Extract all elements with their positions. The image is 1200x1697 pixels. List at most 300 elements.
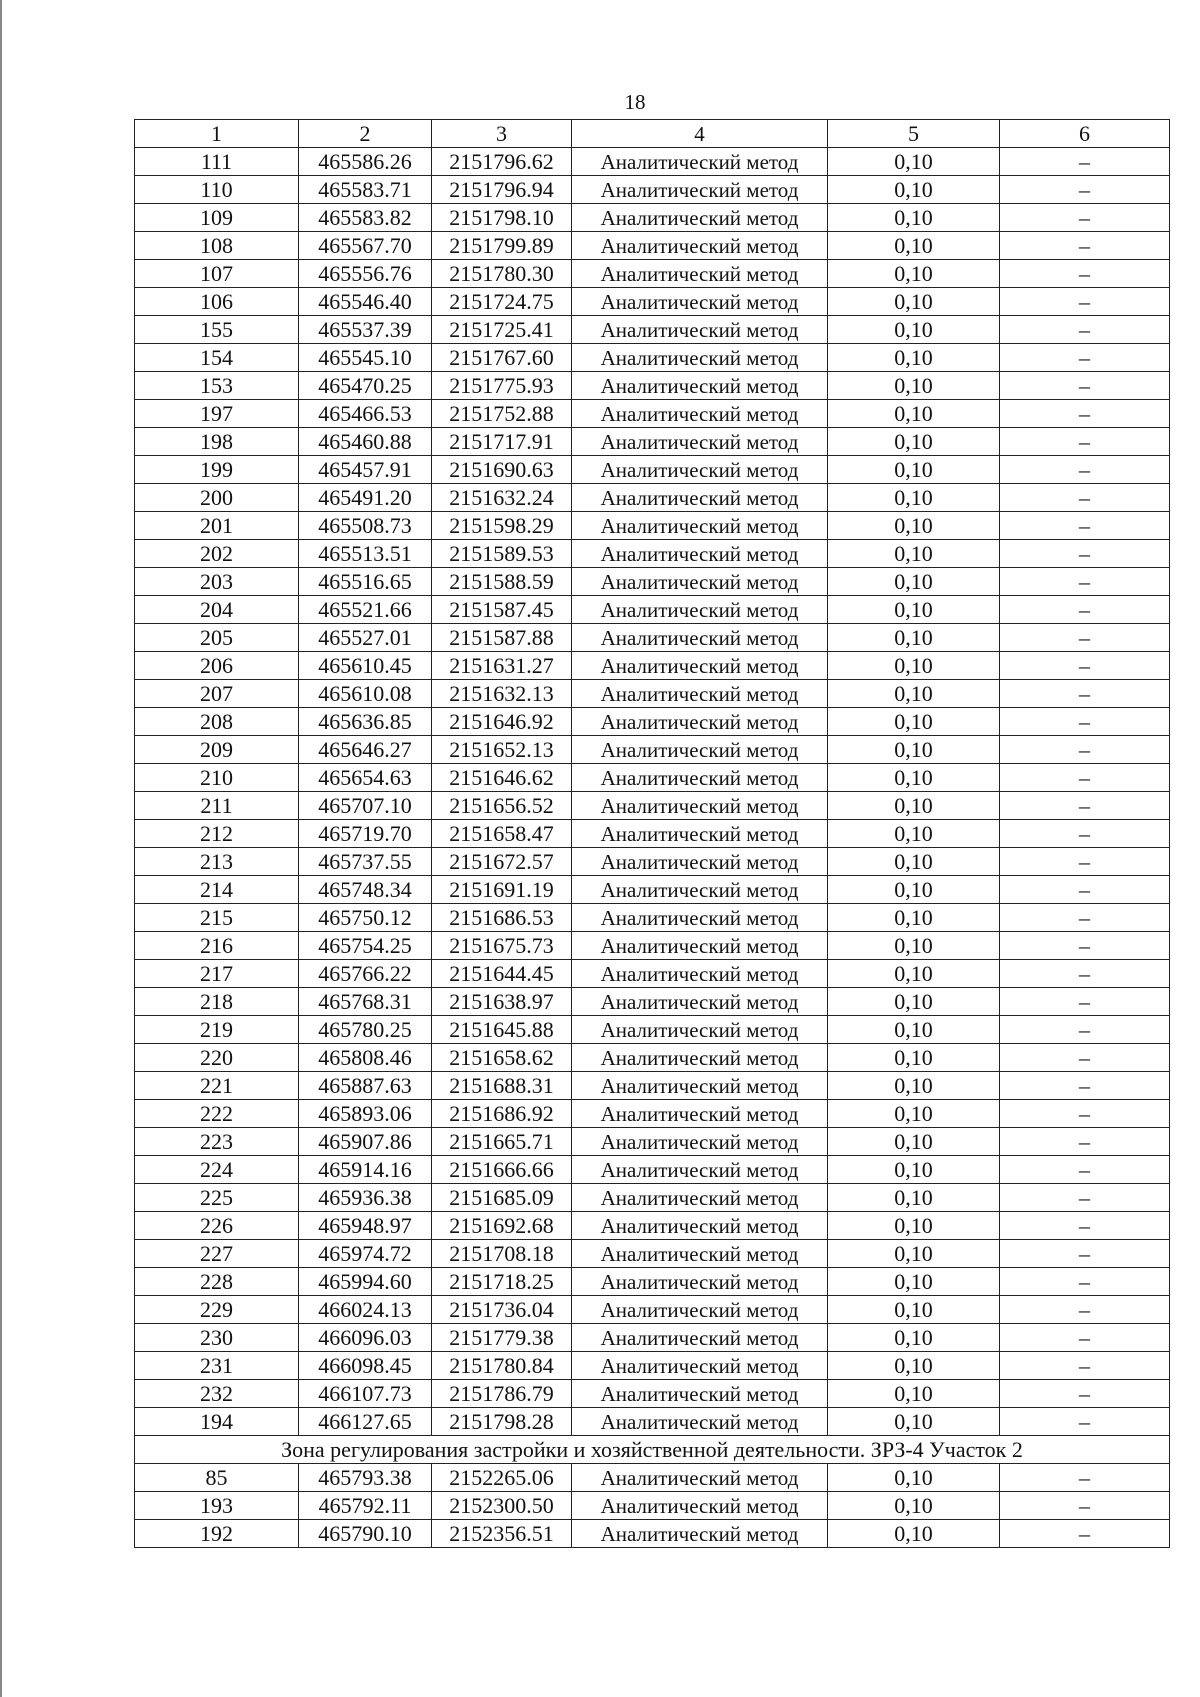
note-cell: –	[1000, 148, 1170, 176]
note-cell: –	[1000, 1072, 1170, 1100]
method-cell: Аналитический метод	[572, 1492, 828, 1520]
accuracy-cell: 0,10	[828, 1296, 1000, 1324]
accuracy-cell: 0,10	[828, 1352, 1000, 1380]
accuracy-cell: 0,10	[828, 260, 1000, 288]
accuracy-cell: 0,10	[828, 792, 1000, 820]
y-coordinate-cell: 2151645.88	[432, 1016, 572, 1044]
method-cell: Аналитический метод	[572, 1296, 828, 1324]
point-number-cell: 215	[135, 904, 299, 932]
table-row	[135, 1128, 1170, 1156]
section-title: Зона регулирования застройки и хозяйственной деятельности. ЗРЗ-4 Участок 2	[135, 1436, 1170, 1464]
note-cell: –	[1000, 1240, 1170, 1268]
accuracy-cell: 0,10	[828, 456, 1000, 484]
x-coordinate-cell: 466096.03	[299, 1324, 432, 1352]
accuracy-cell: 0,10	[828, 1044, 1000, 1072]
y-coordinate-cell: 2152356.51	[432, 1520, 572, 1548]
point-number-cell: 232	[135, 1380, 299, 1408]
accuracy-cell: 0,10	[828, 316, 1000, 344]
table-row	[135, 988, 1170, 1016]
table-row	[135, 1492, 1170, 1520]
y-coordinate-cell: 2151675.73	[432, 932, 572, 960]
column-header: 1	[135, 120, 299, 148]
point-number-cell: 199	[135, 456, 299, 484]
note-cell: –	[1000, 932, 1170, 960]
point-number-cell: 203	[135, 568, 299, 596]
accuracy-cell: 0,10	[828, 1156, 1000, 1184]
note-cell: –	[1000, 428, 1170, 456]
x-coordinate-cell: 465546.40	[299, 288, 432, 316]
note-cell: –	[1000, 260, 1170, 288]
y-coordinate-cell: 2151798.10	[432, 204, 572, 232]
table-row	[135, 932, 1170, 960]
table-row	[135, 1016, 1170, 1044]
y-coordinate-cell: 2151725.41	[432, 316, 572, 344]
table-row	[135, 736, 1170, 764]
note-cell: –	[1000, 988, 1170, 1016]
point-number-cell: 108	[135, 232, 299, 260]
accuracy-cell: 0,10	[828, 400, 1000, 428]
note-cell: –	[1000, 204, 1170, 232]
note-cell: –	[1000, 568, 1170, 596]
accuracy-cell: 0,10	[828, 1464, 1000, 1492]
y-coordinate-cell: 2151799.89	[432, 232, 572, 260]
point-number-cell: 221	[135, 1072, 299, 1100]
coordinates-table-body	[135, 120, 1170, 1548]
y-coordinate-cell: 2151708.18	[432, 1240, 572, 1268]
method-cell: Аналитический метод	[572, 904, 828, 932]
x-coordinate-cell: 465491.20	[299, 484, 432, 512]
accuracy-cell: 0,10	[828, 1240, 1000, 1268]
method-cell: Аналитический метод	[572, 1212, 828, 1240]
point-number-cell: 205	[135, 624, 299, 652]
x-coordinate-cell: 465610.08	[299, 680, 432, 708]
accuracy-cell: 0,10	[828, 1324, 1000, 1352]
point-number-cell: 197	[135, 400, 299, 428]
accuracy-cell: 0,10	[828, 624, 1000, 652]
method-cell: Аналитический метод	[572, 1072, 828, 1100]
accuracy-cell: 0,10	[828, 820, 1000, 848]
method-cell: Аналитический метод	[572, 1156, 828, 1184]
point-number-cell: 220	[135, 1044, 299, 1072]
accuracy-cell: 0,10	[828, 1184, 1000, 1212]
table-row	[135, 260, 1170, 288]
y-coordinate-cell: 2151672.57	[432, 848, 572, 876]
point-number-cell: 201	[135, 512, 299, 540]
note-cell: –	[1000, 1184, 1170, 1212]
accuracy-cell: 0,10	[828, 540, 1000, 568]
point-number-cell: 213	[135, 848, 299, 876]
table-row	[135, 512, 1170, 540]
method-cell: Аналитический метод	[572, 428, 828, 456]
point-number-cell: 209	[135, 736, 299, 764]
accuracy-cell: 0,10	[828, 988, 1000, 1016]
note-cell: –	[1000, 792, 1170, 820]
y-coordinate-cell: 2151588.59	[432, 568, 572, 596]
point-number-cell: 222	[135, 1100, 299, 1128]
accuracy-cell: 0,10	[828, 288, 1000, 316]
y-coordinate-cell: 2151798.28	[432, 1408, 572, 1436]
x-coordinate-cell: 465936.38	[299, 1184, 432, 1212]
note-cell: –	[1000, 876, 1170, 904]
table-row	[135, 204, 1170, 232]
point-number-cell: 216	[135, 932, 299, 960]
table-row	[135, 1156, 1170, 1184]
accuracy-cell: 0,10	[828, 344, 1000, 372]
point-number-cell: 227	[135, 1240, 299, 1268]
note-cell: –	[1000, 736, 1170, 764]
method-cell: Аналитический метод	[572, 540, 828, 568]
method-cell: Аналитический метод	[572, 876, 828, 904]
x-coordinate-cell: 465457.91	[299, 456, 432, 484]
accuracy-cell: 0,10	[828, 1380, 1000, 1408]
note-cell: –	[1000, 1016, 1170, 1044]
method-cell: Аналитический метод	[572, 456, 828, 484]
x-coordinate-cell: 465914.16	[299, 1156, 432, 1184]
note-cell: –	[1000, 1464, 1170, 1492]
accuracy-cell: 0,10	[828, 1072, 1000, 1100]
point-number-cell: 204	[135, 596, 299, 624]
note-cell: –	[1000, 1324, 1170, 1352]
table-row	[135, 540, 1170, 568]
y-coordinate-cell: 2151665.71	[432, 1128, 572, 1156]
x-coordinate-cell: 465521.66	[299, 596, 432, 624]
x-coordinate-cell: 465754.25	[299, 932, 432, 960]
accuracy-cell: 0,10	[828, 932, 1000, 960]
table-row	[135, 1100, 1170, 1128]
note-cell: –	[1000, 1296, 1170, 1324]
point-number-cell: 214	[135, 876, 299, 904]
table-row	[135, 568, 1170, 596]
method-cell: Аналитический метод	[572, 736, 828, 764]
x-coordinate-cell: 465994.60	[299, 1268, 432, 1296]
table-row	[135, 820, 1170, 848]
x-coordinate-cell: 465545.10	[299, 344, 432, 372]
accuracy-cell: 0,10	[828, 512, 1000, 540]
x-coordinate-cell: 466107.73	[299, 1380, 432, 1408]
y-coordinate-cell: 2151644.45	[432, 960, 572, 988]
x-coordinate-cell: 465586.26	[299, 148, 432, 176]
accuracy-cell: 0,10	[828, 1408, 1000, 1436]
note-cell: –	[1000, 1408, 1170, 1436]
accuracy-cell: 0,10	[828, 1016, 1000, 1044]
point-number-cell: 85	[135, 1464, 299, 1492]
method-cell: Аналитический метод	[572, 708, 828, 736]
note-cell: –	[1000, 1156, 1170, 1184]
point-number-cell: 223	[135, 1128, 299, 1156]
x-coordinate-cell: 465567.70	[299, 232, 432, 260]
method-cell: Аналитический метод	[572, 1240, 828, 1268]
table-row	[135, 1352, 1170, 1380]
table-row	[135, 1296, 1170, 1324]
note-cell: –	[1000, 316, 1170, 344]
y-coordinate-cell: 2151767.60	[432, 344, 572, 372]
y-coordinate-cell: 2151646.62	[432, 764, 572, 792]
y-coordinate-cell: 2151658.62	[432, 1044, 572, 1072]
x-coordinate-cell: 465907.86	[299, 1128, 432, 1156]
point-number-cell: 208	[135, 708, 299, 736]
table-row	[135, 792, 1170, 820]
note-cell: –	[1000, 708, 1170, 736]
accuracy-cell: 0,10	[828, 1100, 1000, 1128]
note-cell: –	[1000, 1044, 1170, 1072]
accuracy-cell: 0,10	[828, 372, 1000, 400]
coordinates-table	[134, 119, 1170, 1548]
table-row	[135, 904, 1170, 932]
note-cell: –	[1000, 1128, 1170, 1156]
section-title-row	[135, 1436, 1170, 1464]
y-coordinate-cell: 2151691.19	[432, 876, 572, 904]
method-cell: Аналитический метод	[572, 932, 828, 960]
x-coordinate-cell: 466024.13	[299, 1296, 432, 1324]
table-header-row	[135, 120, 1170, 148]
method-cell: Аналитический метод	[572, 1380, 828, 1408]
accuracy-cell: 0,10	[828, 1128, 1000, 1156]
note-cell: –	[1000, 512, 1170, 540]
method-cell: Аналитический метод	[572, 1268, 828, 1296]
point-number-cell: 206	[135, 652, 299, 680]
column-header: 6	[1000, 120, 1170, 148]
note-cell: –	[1000, 764, 1170, 792]
page-number: 18	[624, 90, 646, 114]
point-number-cell: 194	[135, 1408, 299, 1436]
method-cell: Аналитический метод	[572, 1128, 828, 1156]
y-coordinate-cell: 2151718.25	[432, 1268, 572, 1296]
table-row	[135, 848, 1170, 876]
x-coordinate-cell: 465707.10	[299, 792, 432, 820]
table-row	[135, 1072, 1170, 1100]
method-cell: Аналитический метод	[572, 484, 828, 512]
note-cell: –	[1000, 456, 1170, 484]
x-coordinate-cell: 466098.45	[299, 1352, 432, 1380]
point-number-cell: 202	[135, 540, 299, 568]
note-cell: –	[1000, 848, 1170, 876]
point-number-cell: 224	[135, 1156, 299, 1184]
method-cell: Аналитический метод	[572, 1352, 828, 1380]
point-number-cell: 110	[135, 176, 299, 204]
note-cell: –	[1000, 1268, 1170, 1296]
point-number-cell: 228	[135, 1268, 299, 1296]
table-row	[135, 1520, 1170, 1548]
y-coordinate-cell: 2151589.53	[432, 540, 572, 568]
y-coordinate-cell: 2151775.93	[432, 372, 572, 400]
table-row	[135, 232, 1170, 260]
y-coordinate-cell: 2151587.88	[432, 624, 572, 652]
x-coordinate-cell: 465654.63	[299, 764, 432, 792]
method-cell: Аналитический метод	[572, 652, 828, 680]
point-number-cell: 198	[135, 428, 299, 456]
table-row	[135, 316, 1170, 344]
y-coordinate-cell: 2151686.92	[432, 1100, 572, 1128]
accuracy-cell: 0,10	[828, 148, 1000, 176]
x-coordinate-cell: 465527.01	[299, 624, 432, 652]
note-cell: –	[1000, 232, 1170, 260]
x-coordinate-cell: 465470.25	[299, 372, 432, 400]
table-row	[135, 1268, 1170, 1296]
accuracy-cell: 0,10	[828, 848, 1000, 876]
point-number-cell: 217	[135, 960, 299, 988]
x-coordinate-cell: 465556.76	[299, 260, 432, 288]
accuracy-cell: 0,10	[828, 680, 1000, 708]
x-coordinate-cell: 465887.63	[299, 1072, 432, 1100]
table-row	[135, 876, 1170, 904]
x-coordinate-cell: 465646.27	[299, 736, 432, 764]
y-coordinate-cell: 2151598.29	[432, 512, 572, 540]
table-row	[135, 288, 1170, 316]
method-cell: Аналитический метод	[572, 1520, 828, 1548]
x-coordinate-cell: 465719.70	[299, 820, 432, 848]
table-row	[135, 708, 1170, 736]
table-row	[135, 428, 1170, 456]
table-row	[135, 176, 1170, 204]
point-number-cell: 106	[135, 288, 299, 316]
table-row	[135, 764, 1170, 792]
method-cell: Аналитический метод	[572, 820, 828, 848]
point-number-cell: 192	[135, 1520, 299, 1548]
method-cell: Аналитический метод	[572, 400, 828, 428]
y-coordinate-cell: 2151690.63	[432, 456, 572, 484]
method-cell: Аналитический метод	[572, 288, 828, 316]
x-coordinate-cell: 465974.72	[299, 1240, 432, 1268]
method-cell: Аналитический метод	[572, 596, 828, 624]
method-cell: Аналитический метод	[572, 1184, 828, 1212]
note-cell: –	[1000, 820, 1170, 848]
x-coordinate-cell: 465513.51	[299, 540, 432, 568]
y-coordinate-cell: 2151631.27	[432, 652, 572, 680]
y-coordinate-cell: 2151658.47	[432, 820, 572, 848]
note-cell: –	[1000, 540, 1170, 568]
table-row	[135, 1212, 1170, 1240]
point-number-cell: 218	[135, 988, 299, 1016]
x-coordinate-cell: 465808.46	[299, 1044, 432, 1072]
accuracy-cell: 0,10	[828, 596, 1000, 624]
note-cell: –	[1000, 904, 1170, 932]
point-number-cell: 230	[135, 1324, 299, 1352]
note-cell: –	[1000, 400, 1170, 428]
method-cell: Аналитический метод	[572, 1408, 828, 1436]
y-coordinate-cell: 2151688.31	[432, 1072, 572, 1100]
y-coordinate-cell: 2151780.84	[432, 1352, 572, 1380]
method-cell: Аналитический метод	[572, 232, 828, 260]
note-cell: –	[1000, 484, 1170, 512]
y-coordinate-cell: 2151656.52	[432, 792, 572, 820]
accuracy-cell: 0,10	[828, 232, 1000, 260]
table-row	[135, 372, 1170, 400]
method-cell: Аналитический метод	[572, 1100, 828, 1128]
table-row	[135, 624, 1170, 652]
accuracy-cell: 0,10	[828, 904, 1000, 932]
y-coordinate-cell: 2151724.75	[432, 288, 572, 316]
y-coordinate-cell: 2151646.92	[432, 708, 572, 736]
method-cell: Аналитический метод	[572, 848, 828, 876]
accuracy-cell: 0,10	[828, 484, 1000, 512]
y-coordinate-cell: 2151587.45	[432, 596, 572, 624]
point-number-cell: 212	[135, 820, 299, 848]
table-row	[135, 456, 1170, 484]
y-coordinate-cell: 2151752.88	[432, 400, 572, 428]
table-row	[135, 484, 1170, 512]
accuracy-cell: 0,10	[828, 204, 1000, 232]
y-coordinate-cell: 2151736.04	[432, 1296, 572, 1324]
x-coordinate-cell: 465793.38	[299, 1464, 432, 1492]
point-number-cell: 111	[135, 148, 299, 176]
table-row	[135, 148, 1170, 176]
table-row	[135, 960, 1170, 988]
y-coordinate-cell: 2151779.38	[432, 1324, 572, 1352]
note-cell: –	[1000, 176, 1170, 204]
point-number-cell: 229	[135, 1296, 299, 1324]
point-number-cell: 231	[135, 1352, 299, 1380]
accuracy-cell: 0,10	[828, 428, 1000, 456]
method-cell: Аналитический метод	[572, 316, 828, 344]
note-cell: –	[1000, 652, 1170, 680]
method-cell: Аналитический метод	[572, 1464, 828, 1492]
scan-edge-line	[0, 0, 2, 1697]
method-cell: Аналитический метод	[572, 344, 828, 372]
y-coordinate-cell: 2151692.68	[432, 1212, 572, 1240]
y-coordinate-cell: 2151632.13	[432, 680, 572, 708]
accuracy-cell: 0,10	[828, 1212, 1000, 1240]
x-coordinate-cell: 465766.22	[299, 960, 432, 988]
y-coordinate-cell: 2151685.09	[432, 1184, 572, 1212]
note-cell: –	[1000, 1520, 1170, 1548]
x-coordinate-cell: 465790.10	[299, 1520, 432, 1548]
y-coordinate-cell: 2152300.50	[432, 1492, 572, 1520]
point-number-cell: 200	[135, 484, 299, 512]
x-coordinate-cell: 465508.73	[299, 512, 432, 540]
point-number-cell: 154	[135, 344, 299, 372]
column-header: 3	[432, 120, 572, 148]
y-coordinate-cell: 2151780.30	[432, 260, 572, 288]
table-row	[135, 400, 1170, 428]
note-cell: –	[1000, 624, 1170, 652]
method-cell: Аналитический метод	[572, 1324, 828, 1352]
point-number-cell: 226	[135, 1212, 299, 1240]
method-cell: Аналитический метод	[572, 960, 828, 988]
method-cell: Аналитический метод	[572, 792, 828, 820]
table-row	[135, 680, 1170, 708]
table-row	[135, 344, 1170, 372]
point-number-cell: 193	[135, 1492, 299, 1520]
accuracy-cell: 0,10	[828, 876, 1000, 904]
table-row	[135, 1324, 1170, 1352]
x-coordinate-cell: 465948.97	[299, 1212, 432, 1240]
point-number-cell: 153	[135, 372, 299, 400]
note-cell: –	[1000, 596, 1170, 624]
accuracy-cell: 0,10	[828, 652, 1000, 680]
x-coordinate-cell: 466127.65	[299, 1408, 432, 1436]
x-coordinate-cell: 465748.34	[299, 876, 432, 904]
note-cell: –	[1000, 1100, 1170, 1128]
column-header: 2	[299, 120, 432, 148]
point-number-cell: 109	[135, 204, 299, 232]
method-cell: Аналитический метод	[572, 1044, 828, 1072]
method-cell: Аналитический метод	[572, 1016, 828, 1044]
point-number-cell: 210	[135, 764, 299, 792]
table-row	[135, 1044, 1170, 1072]
accuracy-cell: 0,10	[828, 1268, 1000, 1296]
column-header: 5	[828, 120, 1000, 148]
method-cell: Аналитический метод	[572, 512, 828, 540]
table-row	[135, 1408, 1170, 1436]
y-coordinate-cell: 2151638.97	[432, 988, 572, 1016]
note-cell: –	[1000, 960, 1170, 988]
x-coordinate-cell: 465516.65	[299, 568, 432, 596]
accuracy-cell: 0,10	[828, 764, 1000, 792]
y-coordinate-cell: 2151717.91	[432, 428, 572, 456]
column-header: 4	[572, 120, 828, 148]
note-cell: –	[1000, 288, 1170, 316]
point-number-cell: 207	[135, 680, 299, 708]
